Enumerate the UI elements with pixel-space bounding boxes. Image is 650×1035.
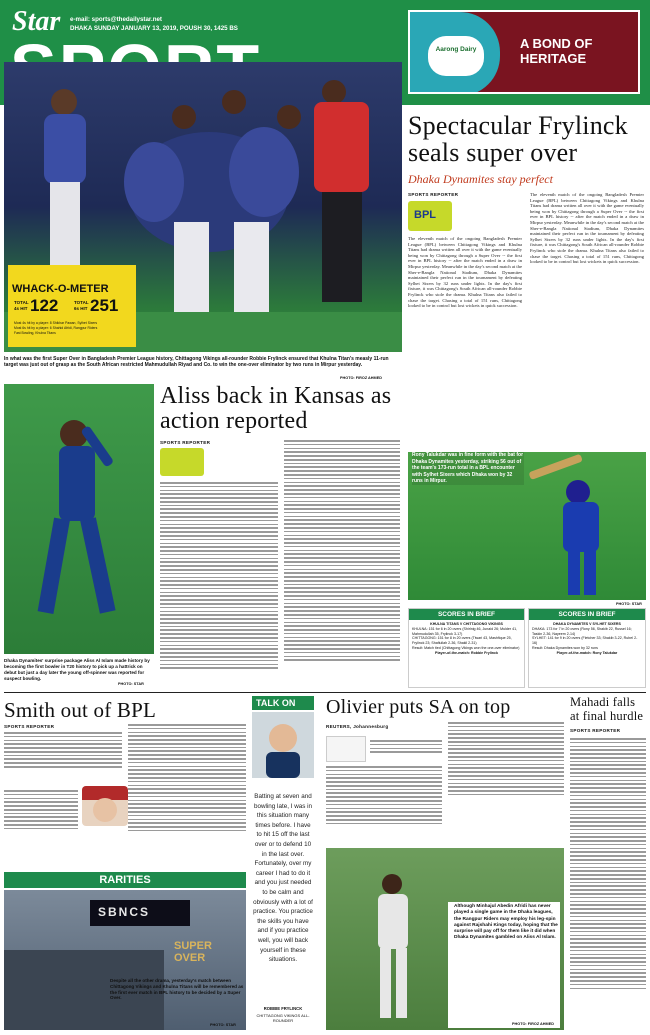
ad-tagline: A BOND OF HERITAGE (520, 36, 593, 66)
whack-total-label-4: TOTAL (14, 300, 29, 305)
smith-photo (82, 786, 128, 826)
scoreboard-screen (90, 900, 190, 926)
lead-bpl-badge (408, 201, 452, 231)
rarities-bar (4, 872, 246, 888)
mahadi-text (570, 738, 646, 989)
bowler-illustration (4, 384, 154, 654)
masthead-email: e-mail: sports@thedailystar.net (70, 16, 162, 23)
aliss-bpl-badge (160, 448, 204, 476)
scores-head-1: SCORES IN BRIEF (409, 609, 524, 620)
lead-text-col1: The eleventh match of the ongoing Bangladesh Premier League (BPL) between Chittagong Vikings and Khulna Titans had drama written all over it with the game eventually being won by Chittagong through a Super Over -- the first ever in BPL history -- after the match ended in a draw in Mirpur yesterday. Meanwhile in the day's second match at the Sher-e-Bangla National Stadium, Dhaka Dynamites maintained their perfect run in the tournament by defeating Sylhet Sixers by 32 runs under lights. In the day's first fixture, it was Chittagong's South African all-rounder Robbie Frylinck who stole the drama. Khulna Titans also failed to chase the target. Chasing a total of 151 runs, Chittagong looked to be in control but lost wickets in quick succession. (408, 236, 522, 309)
aliss-photo (4, 384, 154, 654)
olivier-byline: REUTERS, Johannesburg (326, 724, 389, 729)
lead-photo-caption: In what was the first Super Over in Bangladesh Premier League history, Chittagong Vikings all-rounder Robbie Frylinck ensured that Khulna Titan's measly 11-run target was just out of grasp as the South African restricted Mahmudullah Riyad and Co. to win the one-over eliminator by two runs in Mirpur yesterday. (4, 356, 389, 369)
whack-o-meter (8, 265, 136, 347)
aliss-text-col2 (284, 440, 400, 661)
olivier-logos (326, 736, 366, 762)
rarities-label: RARITIES (99, 874, 151, 886)
frylinck-portrait (252, 712, 314, 778)
talkon-quote: Batting at seven and bowling late, I was in this situation many times before. I have to hit 15 off the last over or to defend 10 in the last over. Fortunately, over my career I had to do it and you just needed to be calm and obviously with a lot of practice. You practice the skills you have and if you practice well, you will back yourself in these situations. (253, 793, 313, 964)
aliss-text-col1 (160, 482, 278, 669)
scores-1-line-3: Result: Match tied (Chittagong Vikings won the one-over eliminator) (412, 645, 520, 650)
scores-1-line-1: KHULNA: 151 for 6 in 20 overs (Shirlnig 46, Junaid 26; Mulder 41, Mahmudullah 35, Frylinck 3-17) (412, 626, 518, 636)
aliss-byline: SPORTS REPORTER (160, 440, 211, 445)
rarities-photo (4, 890, 246, 1030)
smith-byline: SPORTS REPORTER (4, 724, 55, 729)
rarities-photo-credit: PHOTO: STAR (210, 1023, 236, 1027)
talkon-name: ROBBIE FRYLINCK (263, 1006, 303, 1011)
scoreboard-super-over: SUPER OVER (174, 940, 212, 964)
scores-1-line-4: Player-of-the-match: Robbie Frylinck (435, 650, 498, 655)
rony-caption: Rony Talukdar was in fine form with the bat for Dhaka Dynamites yesterday, striking 56 out of the team's 173-run total in a BPL encounter with Sylhet Sixers which Dhaka won by 32 runs in Mirpur. (412, 452, 524, 484)
olivier-text-col1a (370, 740, 442, 753)
ad-box[interactable] (408, 10, 640, 94)
scores-2-line-0: DHAKA DYNAMITES V SYLHET SIXERS (553, 622, 621, 626)
whack-sixes-value: 251 (90, 296, 119, 315)
talkon-tab (252, 696, 314, 710)
olivier-photo-caption: Although Minhajul Abedin Afridi has never played a single game in the Dhaka leagues, the Rangpur Riders may employ his leg-spin against Rajshahi Kings today, hoping that the surprise will pay off for them like it did when Dhaka Dynamites gambled on Aliss Al Islam. (454, 904, 558, 941)
talkon-label: TALK ON (256, 698, 296, 708)
aliss-headline: Aliss back in Kansas as action reported (160, 383, 392, 434)
olivier-text-col2 (448, 722, 564, 795)
lead-photo-credit: PHOTO: FIROZ AHMED (340, 376, 382, 380)
whack-sixes-label: 6s HIT (74, 306, 88, 311)
scores-body-1 (409, 620, 524, 658)
scores-body-2 (529, 620, 645, 658)
mahadi-byline: SPORTS REPORTER (570, 728, 621, 733)
olivier-text-col1 (326, 766, 442, 824)
whack-title: WHACK-O-METER (12, 283, 109, 295)
aliss-photo-credit: PHOTO: STAR (118, 682, 144, 686)
smith-text-col1 (4, 732, 122, 768)
ad-brand: Aarong Dairy (435, 46, 477, 53)
whack-fours-label: 4s HIT (14, 306, 28, 311)
ad-logo (428, 36, 484, 76)
whack-fours-value: 122 (30, 296, 59, 315)
scores-box-1 (408, 608, 525, 688)
lead-text-col2: The eleventh match of the ongoing Bangladesh Premier League (BPL) between Chittagong Vikings and Khulna Titans had drama written all over it with the game eventually being won by Chittagong through a Super Over -- the first ever in BPL history -- after the match ended in a draw in Mirpur yesterday. Meanwhile in the day's second match at the Sher-e-Bangla National Stadium, Dhaka Dynamites maintained their perfect run in the tournament by defeating Sylhet Sixers by 32 runs under lights. In the day's first fixture, it was Chittagong's South African all-rounder Robbie Frylinck who stole the drama. Khulna Titans also failed to chase the target. Chasing a total of 151 runs, Chittagong looked to be in control but lost wickets in quick succession. (530, 192, 644, 265)
section-divider (4, 692, 646, 693)
smith-headline: Smith out of BPL (4, 698, 156, 722)
mahadi-headline: Mahadi falls at final hurdle (570, 695, 644, 723)
olivier-photo-credit: PHOTO: FIROZ AHMED (512, 1022, 554, 1026)
lead-byline: SPORTS REPORTER (408, 192, 459, 197)
rarities-caption: Despite all the other drama, yesterday's match between Chittagong Vikings and Khulna Titans will be remembered as the first ever match in BPL history to be decided by a Super Over. (110, 978, 244, 1001)
masthead-dateline: DHAKA SUNDAY JANUARY 13, 2019, POUSH 30, 1425 BS (70, 25, 238, 32)
scores-2-line-1: DHAKA: 173 for 7 in 20 overs (Rony 56, Shakib 22, Russel 16; Taskin 2-36, Nayeem 2-14) (532, 626, 632, 636)
whack-line-3: Fast Bowling, Khulna Titans (14, 331, 56, 335)
bowler-afridi-illustration (326, 848, 446, 1030)
lead-bpl-text: BPL (414, 209, 436, 221)
talkon-photo (252, 712, 314, 778)
scores-head-2: SCORES IN BRIEF (529, 609, 645, 620)
scores-2-line-4: Player-of-the-match: Rony Talukdar (556, 650, 618, 655)
scores-1-line-2: CHITTAGONG: 151 for 8 in 20 overs (Tiwari 43, Mashfique 25, Frylinck 23; Shafiullah 2-36, Shakil 2-31) (412, 636, 512, 646)
whack-line-1: Most 4s hit by a player: 8 Shikhar Pawan, Sylhet Sixers (14, 321, 98, 325)
scoreboard-text: SBNCS (98, 905, 151, 919)
aliss-photo-caption: Dhaka Dynamites' surprise package Aliss Al Islam made history by becoming the first bowler in T20 history to pick up a hattrick on debut but just a day later the young off-spinner was reported for suspect bowling. (4, 658, 150, 681)
scores-1-line-0: KHULNA TITANS V CHITTAGONG VIKINGS (430, 622, 503, 626)
smith-text-col2 (128, 724, 246, 831)
masthead-star: Star (12, 6, 61, 37)
talkon-role: CHITTAGONG VIKINGS ALL-ROUNDER (256, 1013, 310, 1023)
lead-headline: Spectacular Frylinck seals super over (408, 111, 628, 167)
rony-photo-credit: PHOTO: STAR (616, 602, 642, 606)
scores-2-line-2: SYLHET: 141 for 9 in 20 overs (Fletcher 33; Shakib 3-22, Rubel 2-16) (532, 636, 638, 646)
scores-2-line-3: Result: Dhaka Dynamites won by 32 runs (532, 645, 598, 650)
smith-text-col1b (4, 790, 78, 829)
whack-line-2: Most 6s hit by a player: 6 Shahid Afridi, Rangpur Riders (14, 326, 98, 330)
olivier-headline: Olivier puts SA on top (326, 696, 511, 718)
lead-subhead: Dhaka Dynamites stay perfect (408, 172, 553, 186)
smith-face-icon (82, 786, 128, 826)
whack-total-label-6: TOTAL (74, 300, 89, 305)
scores-box-2 (528, 608, 646, 688)
